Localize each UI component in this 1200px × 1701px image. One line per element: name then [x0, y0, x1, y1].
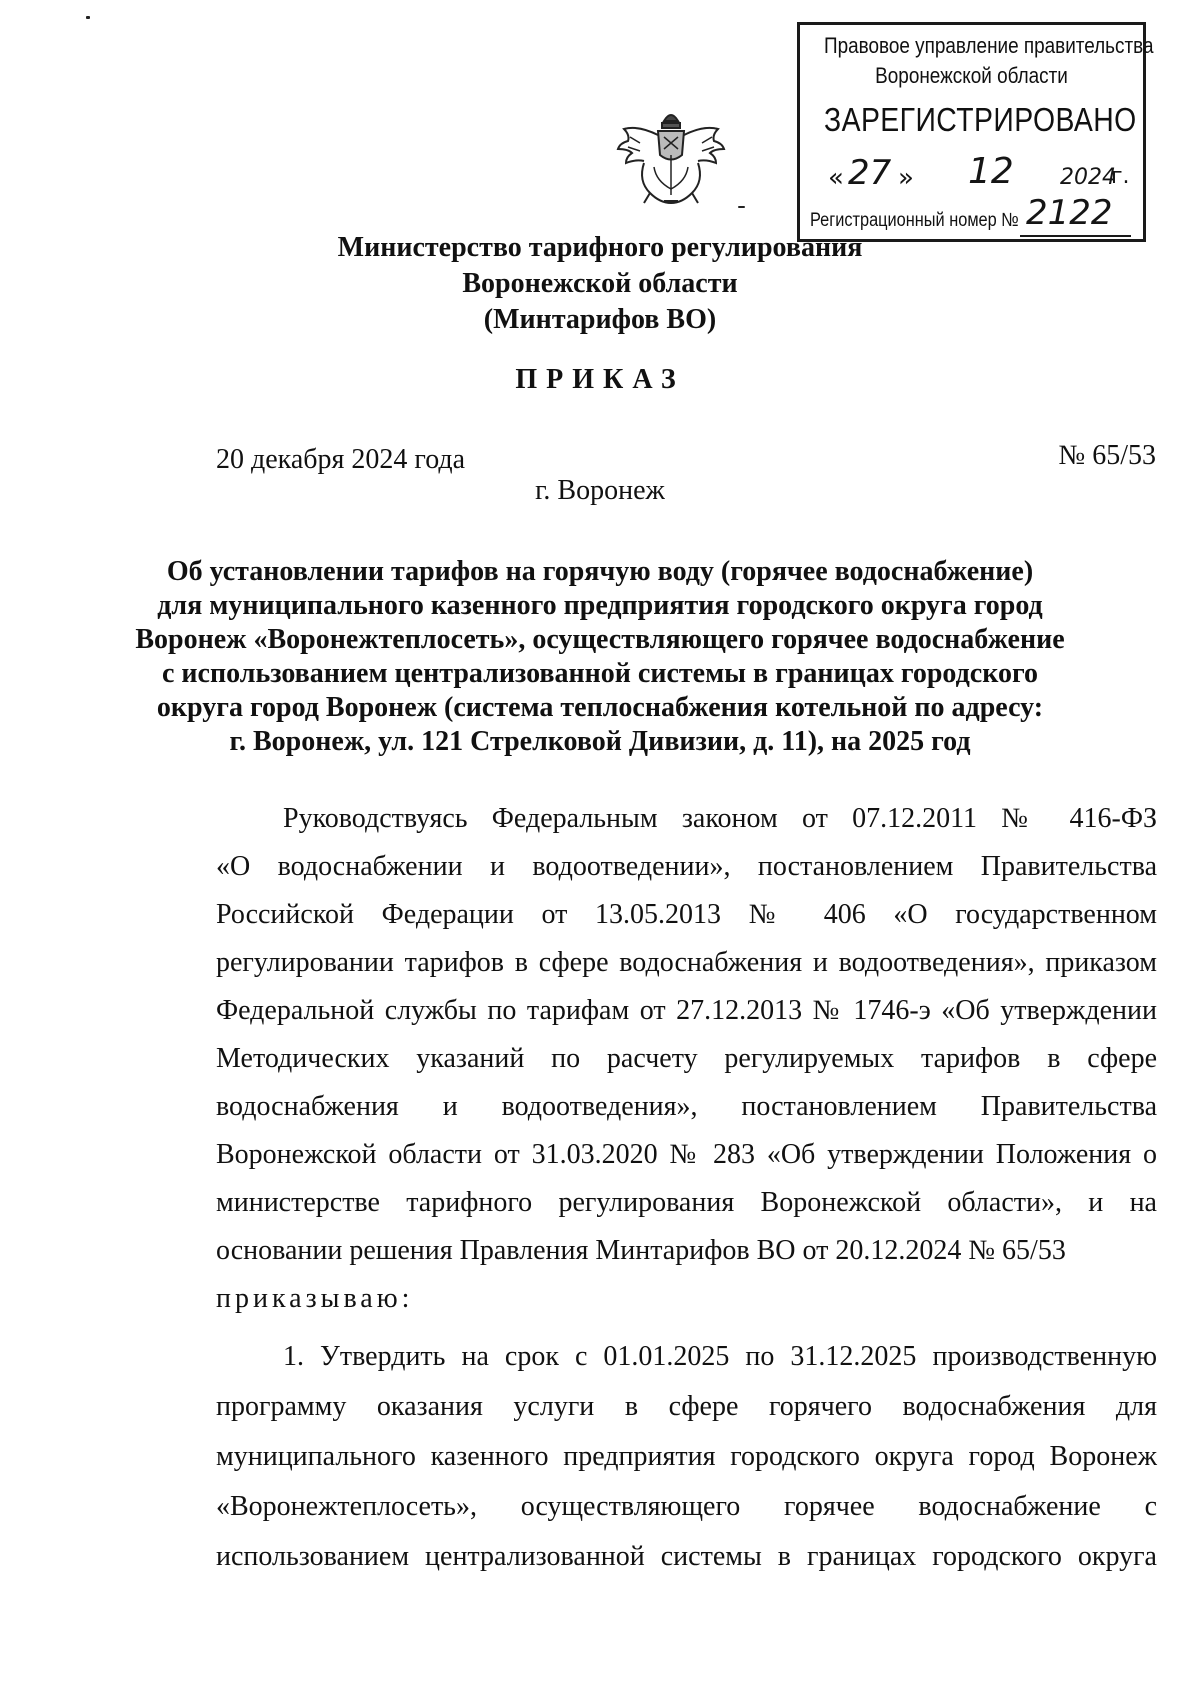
document-city: г. Воронеж	[535, 475, 665, 506]
title-line: Воронеж «Воронежтеплосеть», осуществляющего горячее водоснабжение	[135, 624, 1065, 655]
title-line: г. Воронеж, ул. 121 Стрелковой Дивизии, д. 11), на 2025 год	[229, 726, 971, 757]
preamble-line: Российской Федерации от 13.05.2013 № 406 «О государственном	[216, 899, 1157, 930]
preamble-line: Федеральной службы по тарифам от 27.12.2013 № 1746-э «Об утверждении	[216, 995, 1157, 1026]
preamble-line: Методических указаний по расчету регулируемых тарифов в сфере	[216, 1043, 1157, 1074]
preamble-line: министерстве тарифного регулирования Воронежской области», и на	[216, 1187, 1157, 1218]
stamp-org-line2: Воронежской области	[875, 63, 1068, 88]
item1-line: использованием централизованной системы в границах городского округа	[216, 1541, 1157, 1572]
item1-line: программу оказания услуги в сфере горячего водоснабжения для	[216, 1391, 1157, 1422]
ministry-name-line2: Воронежской области	[462, 268, 738, 299]
item1-line: муниципального казенного предприятия городского округа город Воронеж	[216, 1441, 1157, 1472]
title-line: округа город Воронеж (система теплоснабжения котельной по адресу:	[156, 692, 1044, 723]
ministry-short-name: (Минтарифов ВО)	[483, 304, 717, 335]
stamp-date-month: 12	[968, 151, 1014, 192]
scan-speck	[738, 206, 745, 208]
title-line: Об установлении тарифов на горячую воду (горячее водоснабжение)	[166, 556, 1034, 587]
stamp-status: ЗАРЕГИСТРИРОВАНО	[824, 101, 1137, 138]
item1-line: 1. Утвердить на срок с 01.01.2025 по 31.12.2025 производственную	[283, 1341, 1157, 1372]
preamble-line: Воронежской области от 31.03.2020 № 283 «Об утверждении Положения о	[216, 1139, 1157, 1170]
stamp-date-suffix: г.	[1111, 164, 1130, 189]
document-date: 20 декабря 2024 года	[216, 444, 466, 475]
document-type: ПРИКАЗ	[515, 364, 685, 395]
preamble-line: Руководствуясь Федеральным законом от 07.12.2011 № 416-ФЗ	[283, 803, 1157, 834]
ministry-name-line1: Министерство тарифного регулирования	[337, 232, 863, 263]
preamble-line: «О водоснабжении и водоотведении», постановлением Правительства	[216, 851, 1157, 882]
title-line: с использованием централизованной системы в границах городского	[162, 658, 1038, 689]
stamp-reg-number: 2122	[1026, 193, 1113, 233]
stamp-date: « 27 » 12 2024 г.	[828, 151, 1130, 193]
coat-of-arms-icon	[614, 107, 728, 209]
stamp-date-day: 27	[848, 153, 892, 193]
item1-line: «Воронежтеплосеть», осуществляющего горячее водоснабжение с	[216, 1491, 1157, 1522]
preamble-line: регулировании тарифов в сфере водоснабжения и водоотведения», приказом	[216, 947, 1157, 978]
registration-stamp	[797, 22, 1154, 242]
document-number: № 65/53	[1058, 440, 1156, 471]
preamble-line: основании решения Правления Минтарифов ВО от 20.12.2024 № 65/53	[216, 1235, 1066, 1266]
scan-speck	[86, 16, 90, 19]
order-word: приказываю:	[216, 1283, 414, 1314]
preamble-line: водоснабжения и водоотведения», постановлением Правительства	[216, 1091, 1157, 1122]
title-line: для муниципального казенного предприятия городского округа город	[157, 590, 1043, 621]
stamp-org-line1: Правовое управление правительства	[824, 33, 1154, 58]
stamp-reg-label: Регистрационный номер №	[810, 210, 1019, 231]
stamp-date-year: 2024	[1060, 165, 1116, 190]
